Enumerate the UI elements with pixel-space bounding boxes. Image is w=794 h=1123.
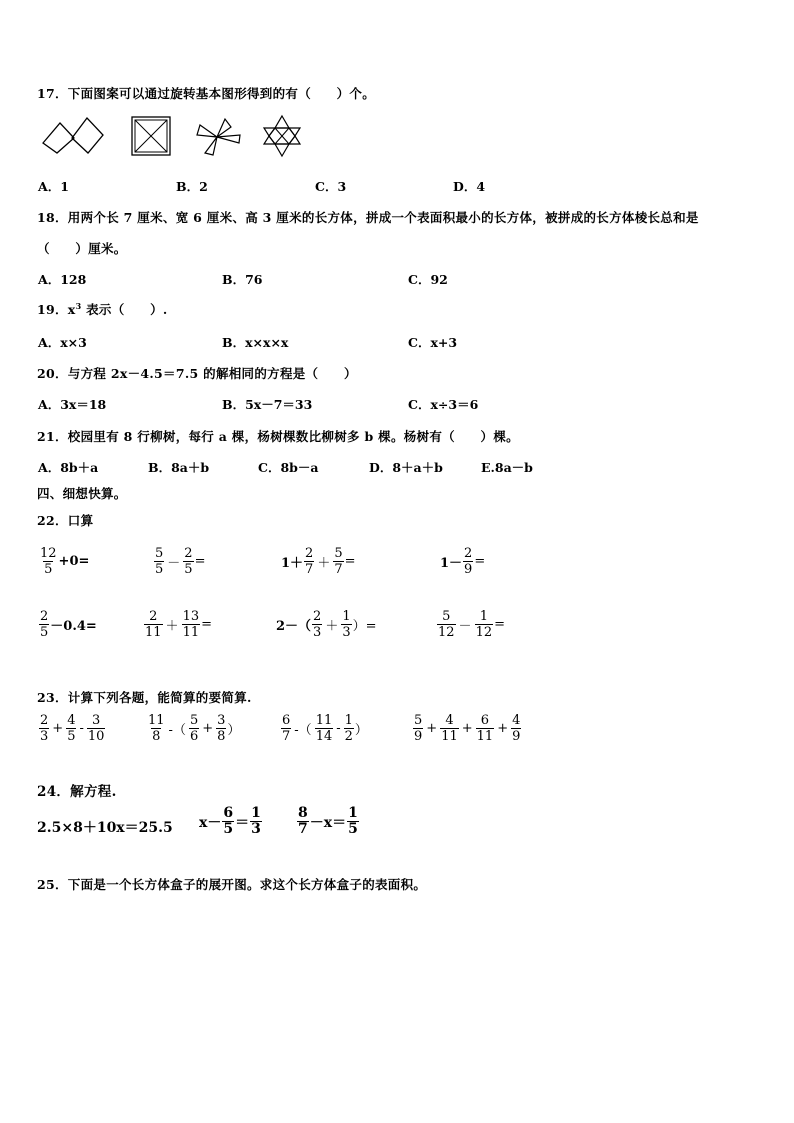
q23-title: 23．计算下列各题，能简算的要简算. xyxy=(37,690,252,705)
q24-equation-1: 2.5×8＋10x＝25.5 xyxy=(37,820,173,836)
section4-heading: 四、细想快算。 xyxy=(37,486,127,501)
q19-stem-post: 表示（ ）. xyxy=(81,302,168,317)
q24-equation-2: x－ $\frac{6}{5}$ ＝ $\frac{1}{3}$ xyxy=(199,805,261,837)
q19-stem xyxy=(37,300,168,318)
q18-option-b[interactable]: B．76 xyxy=(222,272,263,287)
q20-option-a[interactable]: A．3x＝18 xyxy=(38,397,107,412)
pinwheel-figure xyxy=(195,115,243,159)
q17-stem: 17．下面图案可以通过旋转基本图形得到的有（ ）个。 xyxy=(37,86,375,101)
q22-title: 22．口算 xyxy=(37,513,94,528)
q20-option-c[interactable]: C．x÷3＝6 xyxy=(408,397,479,412)
q18-option-c[interactable]: C．92 xyxy=(408,272,448,287)
q20-option-b[interactable]: B．5x－7＝33 xyxy=(222,397,313,412)
q18-stem-line2: （ ）厘米。 xyxy=(37,241,127,256)
q24-equation-3: $\frac{8}{7}$ －x＝ $\frac{1}{5}$ xyxy=(298,805,358,837)
q21-option-b[interactable]: B．8a＋b xyxy=(148,460,210,475)
q21-option-d[interactable]: D．8＋a＋b xyxy=(369,460,443,475)
q22-expr-1: $\frac{12}{5}$ +0= xyxy=(40,546,90,577)
q23-expr-3: $\frac{6}{7}$ -（ $\frac{11}{14}$ - $\frac{1}{2}$ ） xyxy=(282,713,368,744)
open-squares-figure xyxy=(40,113,106,157)
q19-option-b[interactable]: B．x×x×x xyxy=(222,335,289,350)
q21-option-c[interactable]: C．8b－a xyxy=(258,460,319,475)
q22-expr-2: $\frac{5}{5}$ － $\frac{2}{5}$ = xyxy=(155,546,206,577)
q18-option-a[interactable]: A．128 xyxy=(38,272,87,287)
q22-expr-8: $\frac{5}{12}$ － $\frac{1}{12}$ = xyxy=(438,609,506,640)
q23-expr-2: $\frac{11}{8}$ -（ $\frac{5}{6}$ + $\frac{3}{8}$ ） xyxy=(148,713,241,744)
q22-expr-4: 1－ $\frac{2}{9}$ = xyxy=(440,546,486,577)
q24-title: 24．解方程. xyxy=(37,784,117,800)
q17-option-d[interactable]: D．4 xyxy=(453,179,486,194)
q17-option-a[interactable]: A．1 xyxy=(38,179,69,194)
q20-stem: 20．与方程 2x－4.5＝7.5 的解相同的方程是（ ） xyxy=(37,366,357,381)
square-with-diagonals-figure xyxy=(130,115,172,157)
q22-expr-3: 1＋ $\frac{2}{7}$ ＋ $\frac{5}{7}$ = xyxy=(281,546,356,577)
q17-option-c[interactable]: C．3 xyxy=(315,179,347,194)
q23-expr-1: $\frac{2}{3}$ + $\frac{4}{5}$ - $\frac{3}{10}$ xyxy=(40,713,105,744)
q22-expr-5: $\frac{2}{5}$ －0.4= xyxy=(40,609,97,640)
q22-expr-6: $\frac{2}{11}$ ＋ $\frac{13}{11}$ = xyxy=(145,609,213,640)
q19-option-a[interactable]: A．x×3 xyxy=(38,335,87,350)
q23-expr-4: $\frac{5}{9}$ + $\frac{4}{11}$ + $\frac{6}{11}$ + $\frac{4}{9}$ xyxy=(414,713,521,744)
q19-option-c[interactable]: C．x+3 xyxy=(408,335,458,350)
q18-stem-line1: 18．用两个长 7 厘米、宽 6 厘米、高 3 厘米的长方体，拼成一个表面积最小的长方体，被拼成的长方体棱长总和是 xyxy=(37,210,699,225)
q21-option-a[interactable]: A．8b＋a xyxy=(38,460,99,475)
q25-stem: 25．下面是一个长方体盒子的展开图。求这个长方体盒子的表面积。 xyxy=(37,877,427,892)
q19-stem-pre: 19．x xyxy=(37,302,76,317)
q21-stem: 21．校园里有 8 行柳树，每行 a 棵，杨树棵数比柳树多 b 棵。杨树有（ ）棵。 xyxy=(37,429,519,444)
q22-expr-7: 2－（ $\frac{2}{3}$ ＋ $\frac{1}{3}$ ）= xyxy=(276,609,377,640)
q21-option-e[interactable]: E.8a－b xyxy=(481,460,533,475)
q19-exponent: 3 xyxy=(75,300,82,311)
six-rhombus-star-figure xyxy=(258,112,306,160)
q17-option-b[interactable]: B．2 xyxy=(176,179,208,194)
